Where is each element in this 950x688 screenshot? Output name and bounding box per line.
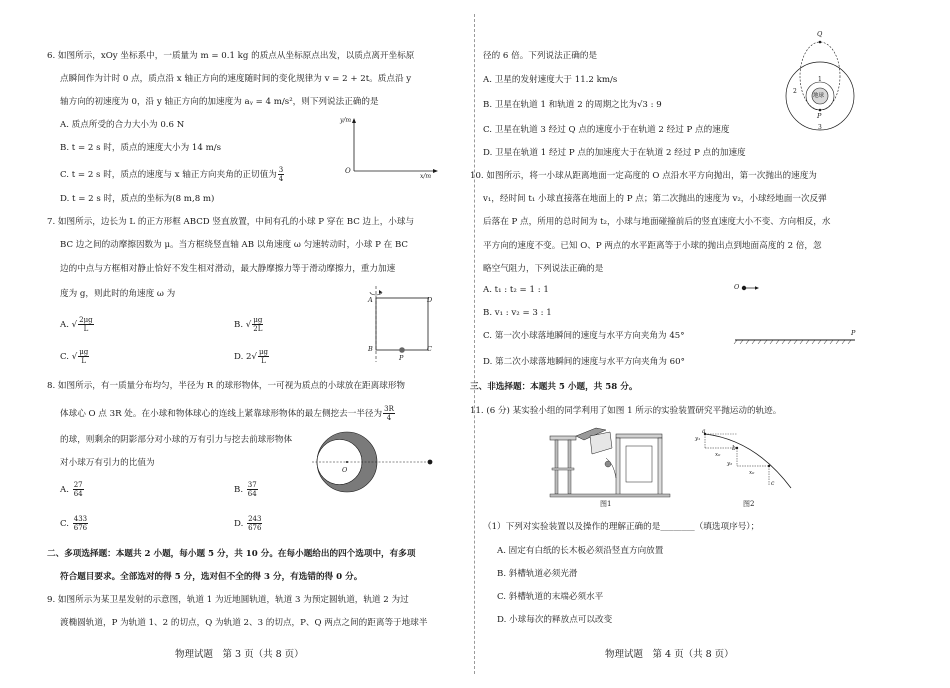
q7-option-d-fraction: $\frac{\mu g}{L}$ [259,348,269,365]
q8-option-b-label: B. [234,485,244,495]
q6-x-axis-label: x/m [420,173,432,180]
q7-option-c-label: C. [60,352,70,362]
q11-point-a: a [702,428,706,435]
q6-y-axis-label: y/m [340,117,352,124]
q11-option-c: C. 斜槽轨道的末端必须水平 [497,592,604,602]
q11-apparatus-figure [550,428,670,500]
q9-orbit-3-label: 3 [818,124,822,131]
q11-label-y2: y₂ [727,461,733,467]
q8-option-a-label: A. [60,485,69,495]
q8-option-d [234,515,263,532]
q11-option-d: D. 小球每次的释放点可以改变 [497,615,613,625]
q11-figure-1-caption: 图1 [600,500,612,508]
q7-option-a: A. √ $\frac{2\mu g}{L}$ [60,316,93,333]
q7-option-c: C. √ $\frac{\mu g}{L}$ [60,348,89,365]
q9-option-a: A. 卫星的发射速度大于 11.2 km/s [483,75,618,85]
q8-line-1: 8. 如图所示，有一质量分布均匀，半径为 R 的球形物体，一可视为质点的小球放在距离球形物 [47,381,406,391]
q8-center-label: O [342,466,348,474]
q7-option-b-label: B. [234,320,244,330]
q6-line-3: 轴方向的初速度为 0，沿 y 轴正方向的加速度为 aᵧ = 4 m/s²，则下列说法正确的是 [60,97,379,107]
q11-label-x0-second: x₀ [749,470,755,476]
q10-option-a: A. t₁ : t₂ = 1 : 1 [483,285,549,295]
q6-option-c-fraction: $\frac{3}{4}$ [278,166,284,183]
q7-label-c: C [427,345,432,353]
q11-line-1: 11. (6 分) 某实验小组的同学利用了如图 1 所示的实验装置研究平抛运动的轨迹。 [470,406,782,416]
q8-line-2-fraction: $\frac{3R}{4}$ [384,405,394,422]
q6-axes-figure [340,116,440,178]
q9-line-1: 9. 如图所示为某卫星发射的示意图，轨道 1 为近地圆轨道，轨道 3 为预定圆轨道，轨道 2 为过 [47,595,409,605]
q7-option-c-fraction: $\frac{\mu g}{L}$ [79,348,89,365]
q6-option-a: A. 质点所受的合力大小为 0.6 N [60,120,185,130]
q8-option-a-fraction: $\frac{27}{64}$ [73,481,83,498]
q9-earth-label: 地球 [813,93,825,99]
q10-line-5: 略空气阻力，下列说法正确的是 [483,264,604,274]
q8-option-a [60,481,85,498]
q6-option-c-text: C. t = 2 s 时，质点的速度与 x 轴正方向夹角的正切值为 [60,170,277,180]
q8-option-c-fraction: $\frac{433}{676}$ [73,515,88,532]
q6-line-2: 点瞬间作为计时 0 点，质点沿 x 轴正方向的速度随时间的变化规律为 v = 2 + 2t。质点沿 y [60,74,412,84]
q8-option-b [234,481,259,498]
q10-label-o: O [734,283,740,291]
q11-point-c: c [771,480,775,487]
page-4-footer: 物理试题 第 4 页（共 8 页） [605,649,734,660]
q7-label-a: A [368,296,373,304]
q6-option-c [60,166,285,183]
q8-line-2 [60,405,396,422]
q7-option-d: D. 2√ $\frac{\mu g}{L}$ [234,348,269,365]
q9-label-q: Q [817,30,823,38]
q7-option-b-fraction: $\frac{\mu g}{2L}$ [253,316,263,333]
q10-line-4: 平方向的速度不变。已知 O、P 两点的水平距离等于小球的抛出点到地面高度的 2 倍，忽 [483,241,822,251]
q11-label-x0-first: x₀ [715,452,721,458]
page-3-footer: 物理试题 第 3 页（共 8 页） [175,649,304,660]
section-3-heading: 三、非选择题：本题共 5 小题，共 58 分。 [470,382,638,392]
q10-line-3: 后落在 P 点，所用的总时间为 t₂，小球与地面碰撞前后的竖直速度大小不变、方向相反，水 [483,217,831,227]
q10-projectile-figure [735,280,860,348]
q9-orbit-1-label: 1 [818,76,822,83]
q8-line-2-text: 体球心 O 点 3R 处。在小球和物体球心的连线上紧靠球形物体的最左侧挖去一半径为 [60,409,383,419]
q10-option-c: C. 第一次小球落地瞬间的速度与水平方向夹角为 45° [483,331,685,341]
q6-line-1: 6. 如图所示，xOy 坐标系中，一质量为 m = 0.1 kg 的质点从坐标原点出发，以质点离开坐标原 [47,51,415,61]
q7-label-p: P [399,354,404,362]
q7-label-d: D [427,296,433,304]
q11-label-y1: y₁ [695,436,701,442]
q6-option-b: B. t = 2 s 时，质点的速度大小为 14 m/s [60,143,222,153]
q11-option-a: A. 固定有白纸的长木板必须沿竖直方向放置 [497,546,664,556]
q11-figure-2-caption: 图2 [743,500,755,508]
q7-line-1: 7. 如图所示，边长为 L 的正方形框 ABCD 竖直放置，中间有孔的小球 P 穿在 BC 边上，小球与 [47,217,415,227]
q7-option-a-fraction: $\frac{2\mu g}{L}$ [79,316,93,333]
q9-option-c: C. 卫星在轨道 3 经过 Q 点的速度小于在轨道 2 经过 P 点的速度 [483,125,730,135]
q10-label-p: P [851,329,856,337]
q7-line-2: BC 边之间的动摩擦因数为 μ。当方框绕竖直轴 AB 以角速度 ω 匀速转动时，小球 P 在 BC [60,240,408,250]
q11-point-b: b [732,445,736,452]
q9-line-3: 径的 6 倍。下列说法正确的是 [483,51,598,61]
q7-option-d-label: D. 2 [234,352,252,362]
q7-label-b: B [368,345,373,353]
q9-line-2: 渡椭圆轨道，P 为轨道 1、2 的切点，Q 为轨道 2、3 的切点，P、Q 两点之间的距离等于地球半 [60,618,428,628]
q6-option-d: D. t = 2 s 时，质点的坐标为(8 m,8 m) [60,194,215,204]
q11-option-b: B. 斜槽轨道必须光滑 [497,569,578,579]
q8-option-c [60,515,89,532]
q7-option-a-label: A. [60,320,69,330]
q8-line-4: 对小球万有引力的比值为 [60,458,155,468]
q7-line-3: 边的中点与方框相对静止恰好不发生相对滑动，最大静摩擦力等于滑动摩擦力，重力加速 [60,264,396,274]
right-page [470,0,950,688]
q9-orbit-2-label: 2 [793,88,797,95]
q9-option-d: D. 卫星在轨道 1 经过 P 点的加速度大于在轨道 2 经过 P 点的加速度 [483,148,746,158]
q7-option-b: B. √ $\frac{\mu g}{2L}$ [234,316,263,333]
q10-line-2: v₁，经时间 t₁ 小球直接落在地面上的 P 点；第二次抛出的速度为 v₂，小球经地面一次反弹 [483,194,827,204]
q10-option-b: B. v₁ : v₂ = 3 : 1 [483,308,552,318]
q8-hollow-sphere-figure [312,428,437,498]
q11-trajectory-figure [697,428,797,496]
q7-line-4: 度为 g，则此时的角速度 ω 为 [60,289,176,299]
q11-subquestion-1: （1）下列对实验装置以及操作的理解正确的是________（填选项序号）； [483,522,760,532]
q9-label-p: P [817,112,822,120]
q8-option-d-label: D. [234,519,244,529]
q9-option-b: B. 卫星在轨道 1 和轨道 2 的周期之比为√3 : 9 [483,100,662,110]
section-2-line-1: 二、多项选择题：本题共 2 小题，每小题 5 分，共 10 分。在每小题给出的四个选项中，有多项 [47,549,416,559]
q8-option-d-fraction: $\frac{243}{676}$ [248,515,262,532]
q8-option-c-label: C. [60,519,70,529]
q6-origin-label: O [345,167,351,175]
q8-option-b-fraction: $\frac{37}{64}$ [247,481,257,498]
q10-line-1: 10. 如图所示，将一小球从距离地面一定高度的 O 点沿水平方向抛出，第一次抛出的速度为 [470,171,817,181]
q10-option-d: D. 第二次小球落地瞬间的速度与水平方向夹角为 60° [483,357,685,367]
q8-line-3: 的球，则剩余的阴影部分对小球的万有引力与挖去前球形物体 [60,435,293,445]
section-2-line-2: 符合题目要求。全部选对的得 5 分，选对但不全的得 3 分，有选错的得 0 分。 [60,572,363,582]
